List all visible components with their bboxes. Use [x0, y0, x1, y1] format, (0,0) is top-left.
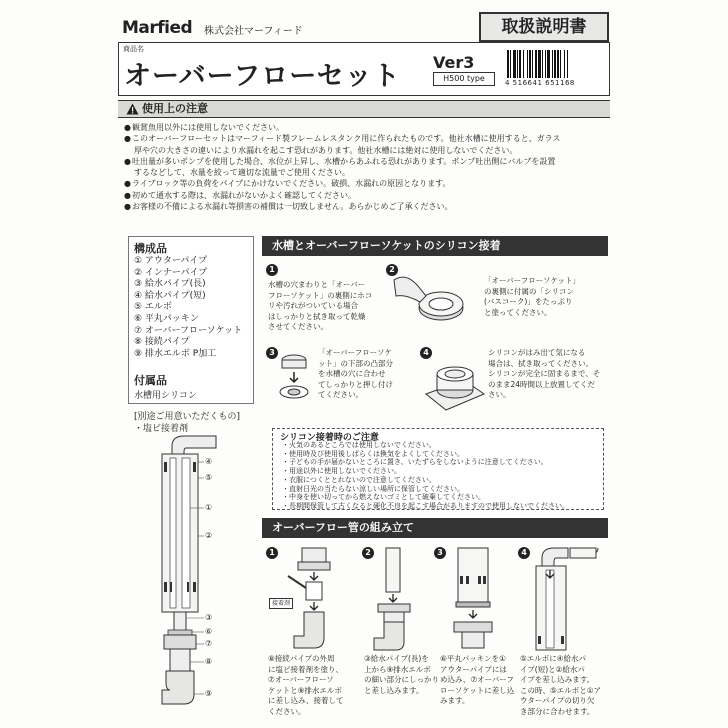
caution-item: ● お客様の不備による水漏れ等損害の補償は一切致しません。あらかじめご了承ください。 [124, 201, 610, 212]
diagram-label: ⑦ [205, 639, 213, 648]
silicon-illustration-2 [386, 266, 476, 336]
step-number: 3 [266, 347, 278, 359]
step-number: 2 [362, 547, 374, 559]
bond-label: 接着剤 [269, 598, 293, 609]
company-name: 株式会社マーフィード [204, 26, 303, 37]
diagram-label: ③ [205, 613, 213, 622]
barcode-number: 4 516641 651168 [505, 79, 575, 87]
silicon-caution-list [282, 441, 569, 511]
caution-item: ● 観賞魚用以外には使用しないでください。 [124, 122, 610, 133]
list-item: ・長期間保管して古くなると硬化不良を起こす場合がありますので使用しないでください。 [282, 501, 569, 510]
step-number: 4 [420, 347, 432, 359]
caution-list [124, 122, 610, 212]
silicon-illustration-3 [272, 350, 316, 404]
silicon-illustration-4 [424, 360, 486, 414]
step-number: 1 [266, 264, 278, 276]
list-item: ・使用時及び使用後しばらくは換気をよくしてください。 [282, 449, 464, 458]
assembly-step-4: ⑤エルボに④給水パ イプ(短)と②給水パ イプを差し込みます。 この時、⑤エルボと①ア ウターパイプの切り欠 き部分に合わせます。 [520, 654, 601, 716]
diagram-label: ⑥ [205, 627, 213, 636]
list-item: ⑥ 平丸パッキン [134, 313, 199, 324]
accessory-item: 水槽用シリコン [134, 391, 197, 401]
product-type-badge: H500 type [433, 72, 495, 86]
list-item: ③ 給水パイプ(長) [134, 279, 206, 290]
warning-icon [126, 103, 139, 115]
assembly-step-3: ⑥平丸パッキンを① アウターパイプには め込み、⑦オーバーフ ローソケットに差し込 みます。 [440, 654, 515, 705]
accessory-heading: 付属品 [134, 374, 167, 387]
list-item: ⑧ 接続パイプ [134, 337, 190, 348]
diagram-label: ① [205, 503, 213, 512]
assembly-illustration-1 [286, 546, 342, 652]
diagram-label: ⑧ [205, 657, 213, 666]
silicon-step-4: シリコンがはみ出て気になる 場合は、拭き取ってください。 シリコンが完全に固まるまで、そ のまま24時間以上放置してくだ さい。 [488, 348, 601, 399]
list-item: ⑨ 排水エルボ P加工 [134, 348, 217, 359]
step-number: 3 [434, 547, 446, 559]
silicon-step-1: 水槽の穴まわりと「オーバー フローソケット」の裏側にホコ リや汚れがついている場合 はしっかりと拭き取って乾燥 させてください。 [268, 280, 373, 331]
parts-heading: 構成品 [134, 242, 167, 255]
overflow-pipe-diagram [150, 432, 240, 722]
assembly-step-2: ③給水パイプ(長)を 上から⑨排水エルボ の細い部分にしっかり と差し込みます。 [364, 654, 439, 695]
list-item: ・用途以外に使用しないでください。 [282, 467, 401, 476]
list-item: ・火気のあるところでは使用しないでください。 [282, 441, 436, 449]
step-number: 2 [386, 264, 398, 276]
step-number: 4 [518, 547, 530, 559]
caution-item: ● このオーバーフローセットはマーフィード製フレームレスタンク用に作られたものです。他社水槽に使用すると、ガラス [124, 133, 610, 144]
caution-item-text: 厚や穴の大きさの違いにより水漏れを起こす恐れがあります。他社水槽には絶対に使用しないでください。 [134, 145, 518, 155]
assembly-illustration-3 [446, 546, 502, 652]
silicon-step-3: 「オーバーフローソケ ット」の下部の凸部分 を水槽の穴に合わせ てしっかりと押し付け てください。 [318, 348, 393, 399]
caution-item [124, 167, 610, 178]
product-version: Ver3 [433, 53, 475, 72]
list-item: ・直射日光の当たらない涼しい場所に保管してください。 [282, 484, 464, 493]
caution-item: ● ライブロック等の負荷をパイプにかけないでください。破損、水漏れの原因となります。 [124, 178, 610, 189]
list-item: ④ 給水パイプ(短) [134, 290, 206, 301]
separate-note: [別途ご用意いただくもの] [134, 412, 241, 422]
list-item: ・衣服につくととれないので注意してください。 [282, 475, 436, 484]
diagram-label: ④ [205, 457, 213, 466]
manual-label: 取扱説明書 [479, 12, 609, 42]
product-name-label: 商品名 [123, 45, 144, 53]
barcode-icon [505, 50, 597, 78]
assembly-illustration-2 [366, 546, 422, 652]
silicon-heading: 水槽とオーバーフローソケットのシリコン接着 [262, 236, 608, 256]
silicon-caution-heading: シリコン接着時のご注意 [280, 433, 379, 443]
diagram-label: ⑤ [205, 473, 213, 482]
list-item: ① アウターパイプ [134, 256, 208, 266]
list-item: ② インナーパイプ [134, 267, 208, 278]
diagram-label: ⑨ [205, 689, 213, 698]
assembly-illustration-4 [522, 544, 602, 652]
diagram-label: ② [205, 531, 213, 540]
list-item: ・子どもの手が届かないところに置き、いたずらをしないように注意してください。 [282, 458, 548, 467]
silicon-step-2: 「オーバーフローソケット」 の裏側に付属の「シリコン (バスコーク)」をたっぷり と塗ってください。 [484, 276, 580, 317]
list-item: ⑤ エルボ [134, 302, 172, 313]
caution-heading: 使用上の注意 [118, 100, 610, 118]
caution-item-text: するなどして、水量を絞って適切な流量でご使用ください。 [134, 168, 350, 178]
caution-item: ● 吐出量が多いポンプを使用した場合、水位が上昇し、水槽からあふれる恐れがあります。ポンプ吐出側にバルブを設置 [124, 156, 610, 167]
assembly-step-1: ⑧接続パイプの外周 に塩ビ接着剤を塗り、 ⑦オーバーフローソ ケットと⑨排水エルボ に差し込み、接着して ください。 [268, 654, 344, 716]
parts-list [134, 256, 242, 360]
brand-logo: Marfied [122, 18, 193, 38]
assembly-heading: オーバーフロー管の組み立て [262, 518, 608, 538]
list-item: ⑦ オーバーフローソケット [134, 325, 243, 336]
caution-item [124, 145, 610, 156]
caution-item: ● 初めて通水する際は、水漏れがないかよく確認してください。 [124, 190, 610, 201]
separate-item: ・塩ビ接着剤 [134, 424, 189, 434]
list-item: ・中身を使い切ってから燃えないゴミとして破棄してください。 [282, 493, 485, 502]
product-title: オーバーフローセット [124, 61, 401, 92]
step-number: 1 [266, 547, 278, 559]
